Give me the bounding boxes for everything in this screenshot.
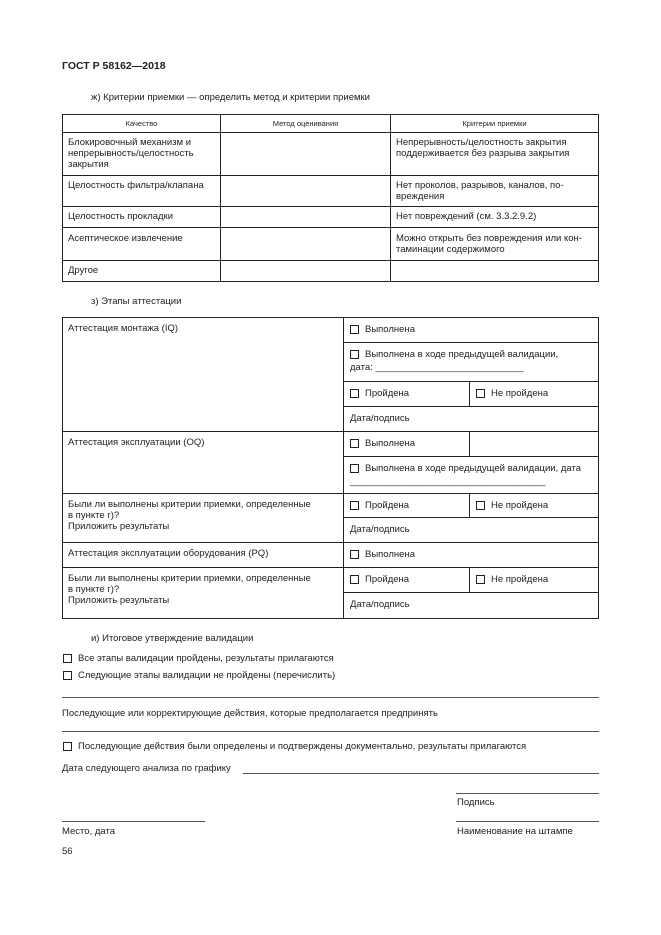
page-number: 56 xyxy=(62,846,73,857)
pq-label: Аттестация эксплуатации оборудования (PQ) xyxy=(68,548,269,559)
iq-done-prev-checkbox[interactable] xyxy=(350,350,359,359)
pq-not-passed-checkbox[interactable] xyxy=(476,575,485,584)
oq-not-passed-label: Не пройдена xyxy=(491,500,549,511)
next-not-passed-label: Следующие этапы валидации не пройдены (перечислить) xyxy=(78,670,336,681)
list-line[interactable] xyxy=(62,697,599,698)
method-cell[interactable] xyxy=(220,227,391,261)
criteria-text: поддерживается без разрыва закрытия xyxy=(396,148,570,159)
method-cell[interactable] xyxy=(220,175,391,207)
quality-text: Асептическое извлечение xyxy=(68,233,183,244)
oq-criteria-question: Были ли выполнены критерии приемки, определенные xyxy=(68,499,311,510)
criteria-text: Непрерывность/целостность закрытия xyxy=(396,137,567,148)
pq-date-sign-label: Дата/подпись xyxy=(350,599,410,610)
iq-label-cell xyxy=(62,317,344,432)
oq-done-prev-date[interactable]: _____________________________________ xyxy=(350,476,546,487)
next-review-line[interactable] xyxy=(243,773,599,774)
stamp-label: Наименование на штампе xyxy=(457,826,573,837)
method-cell[interactable] xyxy=(220,260,391,282)
place-date-line[interactable] xyxy=(62,821,205,822)
iq-passed-label: Пройдена xyxy=(365,388,410,399)
oq-passed-checkbox[interactable] xyxy=(350,501,359,510)
quality-text: непрерывность/целостность xyxy=(68,148,194,159)
place-date-label: Место, дата xyxy=(62,826,116,837)
oq-not-passed-checkbox[interactable] xyxy=(476,501,485,510)
pq-attach-results: Приложить результаты xyxy=(68,595,170,606)
section-z-title: з) Этапы аттестации xyxy=(91,296,182,307)
iq-not-passed-label: Не пройдена xyxy=(491,388,549,399)
section-zh-title: ж) Критерии приемки — определить метод и критерии приемки xyxy=(91,92,370,103)
next-not-passed-checkbox[interactable] xyxy=(63,671,72,680)
column-header-quality: Качество xyxy=(125,119,158,128)
followup-line[interactable] xyxy=(62,731,599,732)
quality-text: Другое xyxy=(68,265,99,276)
criteria-cell[interactable] xyxy=(390,260,599,282)
criteria-text: таминации содержимого xyxy=(396,244,505,255)
oq-attach-results: Приложить результаты xyxy=(68,521,170,532)
pq-not-passed-label: Не пройдена xyxy=(491,574,549,585)
oq-label: Аттестация эксплуатации (OQ) xyxy=(68,437,205,448)
followup-documented-label: Последующие действия были определены и подтверждены документально, результаты прилагаются xyxy=(78,741,527,752)
signature-label: Подпись xyxy=(457,797,495,808)
pq-criteria-question: в пункте г)? xyxy=(68,584,120,595)
pq-criteria-question: Были ли выполнены критерии приемки, определенные xyxy=(68,573,311,584)
oq-done-checkbox[interactable] xyxy=(350,439,359,448)
iq-done-label: Выполнена xyxy=(365,324,415,335)
criteria-text: Нет проколов, разрывов, каналов, по- xyxy=(396,180,564,191)
column-header-method: Метод оценивания xyxy=(272,119,339,128)
oq-criteria-question: в пункте г)? xyxy=(68,510,120,521)
oq-done-label: Выполнена xyxy=(365,438,415,449)
iq-passed-checkbox[interactable] xyxy=(350,389,359,398)
oq-done-prev-label: Выполнена в ходе предыдущей валидации, дата xyxy=(365,463,581,474)
pq-done-checkbox[interactable] xyxy=(350,550,359,559)
oq-date-sign-label: Дата/подпись xyxy=(350,524,410,535)
iq-done-prev-label: Выполнена в ходе предыдущей валидации, xyxy=(365,349,559,360)
pq-passed-label: Пройдена xyxy=(365,574,410,585)
iq-date-sign-label: Дата/подпись xyxy=(350,413,410,424)
pq-done-label: Выполнена xyxy=(365,549,415,560)
quality-text: Целостность фильтра/клапана xyxy=(68,180,204,191)
criteria-text: Можно открыть без повреждения или кон- xyxy=(396,233,582,244)
stamp-line[interactable] xyxy=(456,821,599,822)
criteria-text: Нет повреждений (см. 3.3.2.9.2) xyxy=(396,211,537,222)
followup-documented-checkbox[interactable] xyxy=(63,742,72,751)
section-i-title: и) Итоговое утверждение валидации xyxy=(91,633,254,644)
quality-text: Блокировочный механизм и xyxy=(68,137,191,148)
quality-text: закрытия xyxy=(68,159,109,170)
oq-passed-label: Пройдена xyxy=(365,500,410,511)
oq-done-prev-checkbox[interactable] xyxy=(350,464,359,473)
iq-not-passed-checkbox[interactable] xyxy=(476,389,485,398)
iq-label: Аттестация монтажа (IQ) xyxy=(68,323,179,334)
iq-done-checkbox[interactable] xyxy=(350,325,359,334)
all-passed-label: Все этапы валидации пройдены, результаты прилагаются xyxy=(78,653,334,664)
document-id: ГОСТ Р 58162—2018 xyxy=(62,60,166,72)
column-header-criteria: Критерии приемки xyxy=(462,119,527,128)
signature-line[interactable] xyxy=(456,793,599,794)
method-cell[interactable] xyxy=(220,132,391,176)
followup-label: Последующие или корректирующие действия, которые предполагается предпринять xyxy=(62,708,438,719)
iq-done-prev-date[interactable]: дата: ____________________________ xyxy=(350,362,524,373)
criteria-text: вреждения xyxy=(396,191,445,202)
oq-done-prev-cell xyxy=(343,456,599,494)
oq-empty-cell xyxy=(469,431,599,457)
quality-text: Целостность прокладки xyxy=(68,211,174,222)
next-review-label: Дата следующего анализа по графику xyxy=(62,763,231,774)
method-cell[interactable] xyxy=(220,206,391,228)
all-passed-checkbox[interactable] xyxy=(63,654,72,663)
pq-passed-checkbox[interactable] xyxy=(350,575,359,584)
